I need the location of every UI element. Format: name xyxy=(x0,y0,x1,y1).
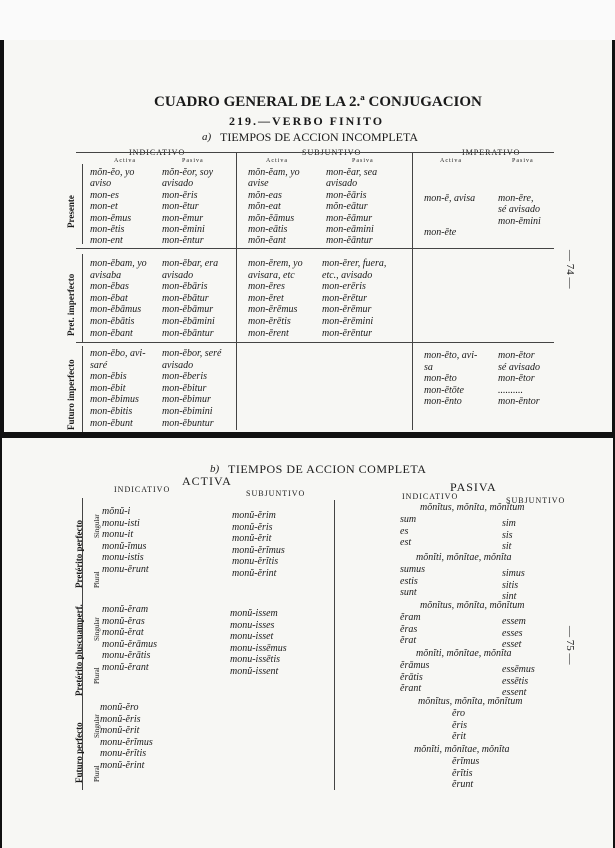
conjugation-form: monu-ĕrĭtis xyxy=(232,556,279,568)
conjugation-form: monŭ-ĕras xyxy=(102,615,145,627)
conjugation-form: monŭ-ĕrāmus xyxy=(102,638,157,650)
conjugation-form: monu-ĕrātis xyxy=(102,650,151,662)
conjugation-form: mon-ēbat xyxy=(90,292,128,304)
section-title: TIEMPOS DE ACCION INCOMPLETA xyxy=(220,130,419,144)
conjugation-form: mon-ēris xyxy=(162,189,198,201)
row-label-preterito-perfecto: Pretérito perfecto xyxy=(74,519,84,588)
col-subjuntivo: SUBJUNTIVO xyxy=(246,489,306,498)
conjugation-form: monu-it xyxy=(102,529,134,541)
conjugation-form: essem xyxy=(502,616,526,627)
conjugation-form: sitis xyxy=(502,579,519,591)
conjugation-form: mon-ēbimur xyxy=(162,394,211,406)
col-indicativo: INDICATIVO xyxy=(402,492,459,501)
conjugation-form: monŭ-ĕro xyxy=(100,702,139,713)
conjugation-form: mŏn-ĕant xyxy=(248,235,286,247)
conjugation-form: sum xyxy=(400,514,417,525)
page-75 xyxy=(2,438,613,848)
column-rule xyxy=(334,500,335,790)
section-title: TIEMPOS DE ACCION COMPLETA xyxy=(228,462,427,476)
conjugation-form: mon-ētōte xyxy=(424,384,464,396)
conjugation-form: mon-ētor xyxy=(498,373,535,385)
conjugation-form: mon-ērētur xyxy=(322,292,367,304)
conjugation-form: mon-ērent xyxy=(248,327,289,339)
conjugation-form: mon-ērēntur xyxy=(322,327,372,339)
conjugation-form: sé avisado xyxy=(498,361,540,373)
conjugation-form: ĕrat xyxy=(400,635,417,646)
conjugation-form: mon-ēres xyxy=(248,281,285,293)
conjugation-form: mon-ēbam, yo xyxy=(90,258,147,269)
conjugation-form: ĕrātis xyxy=(400,671,423,683)
conjugation-form: mon-ĕar, sea xyxy=(326,167,378,178)
row-label-futuro-imperfecto: Futuro imperfecto xyxy=(66,359,76,430)
conjugation-form: mon-ēbāmini xyxy=(162,316,215,327)
label-singular: Singular xyxy=(93,714,101,738)
conjugation-form: mon-ēbāmus xyxy=(90,304,142,316)
conjugation-form: mon-es xyxy=(90,189,119,201)
conjugation-form: sim xyxy=(502,518,516,529)
page-title: CUADRO GENERAL DE LA 2.ª CONJUGACION xyxy=(154,94,482,110)
label-singular: Singular xyxy=(93,514,101,538)
conjugation-form: monŭ-ĕris xyxy=(100,713,141,725)
conjugation-form: mon-ēbātur xyxy=(162,292,209,304)
conjugation-form: essētis xyxy=(502,675,529,687)
conjugation-form: ĕrāmus xyxy=(400,660,430,671)
conjugation-form: mon-ēbāntur xyxy=(162,327,214,339)
conjugation-form: monu-ĕrĭmus xyxy=(100,736,153,748)
conjugation-form: monŭ-ĕrant xyxy=(102,662,149,673)
conjugation-form: ĕrunt xyxy=(452,779,474,790)
conjugation-form: mon-ēret xyxy=(248,292,284,304)
subtitle: 219.—VERBO FINITO xyxy=(229,114,385,128)
conjugation-form: mon-ĕāmur xyxy=(326,212,373,224)
conjugation-form: monŭ-ĕrint xyxy=(100,760,145,771)
conjugation-form: mon-ent xyxy=(90,235,123,247)
conjugation-form: ĕrant xyxy=(400,683,422,694)
conjugation-form: esses xyxy=(502,627,523,639)
conjugation-form: monu-isses xyxy=(230,619,275,631)
conjugation-form: monu-ērunt xyxy=(102,564,149,575)
conjugation-form: mon-ērer, fuera, xyxy=(322,258,387,269)
conjugation-form: avisado xyxy=(326,178,358,190)
section-letter: b) xyxy=(210,463,220,475)
row-rule xyxy=(76,248,554,249)
conjugation-form: mŏn-ĕor, soy xyxy=(162,167,214,178)
conjugation-form: avisado xyxy=(162,269,194,281)
conjugation-form: mon-et xyxy=(90,201,118,213)
conjugation-form: mon-ēto, avi- xyxy=(424,350,478,361)
page-number: — 75 — xyxy=(564,626,576,665)
conjugation-form: mon-ētor xyxy=(498,350,535,361)
conjugation-form: mon-ĕāris xyxy=(326,189,367,201)
conjugation-form: mon-ēbāris xyxy=(162,281,208,293)
conjugation-form: mon-ĕntur xyxy=(162,235,204,247)
conjugation-form: mon-ēbis xyxy=(90,371,127,383)
book-top-edge xyxy=(0,0,615,40)
row-bracket xyxy=(82,164,83,244)
conjugation-form: mon-ēbitis xyxy=(90,406,133,417)
conjugation-form: avisado xyxy=(162,359,194,371)
label-pasiva: Pasiva xyxy=(182,158,204,164)
conjugation-form: monu-istis xyxy=(102,552,144,564)
conjugation-form: mon-ērēmus xyxy=(248,304,298,316)
conjugation-form: monŭ-ĕrim xyxy=(232,510,276,521)
conjugation-form: mŏn-ĕāmus xyxy=(248,212,295,224)
conjugation-form: .......... xyxy=(498,384,523,396)
conjugation-form: mon-ēbor, seré xyxy=(162,348,222,359)
conjugation-form: monŭ-ĕrit xyxy=(232,533,272,545)
conjugation-form: etc., avisado xyxy=(322,269,373,281)
conjugation-form: mon-ēbimini xyxy=(162,406,213,417)
conjugation-form: ĕras xyxy=(400,623,418,635)
row-label-presente: Presente xyxy=(66,195,76,228)
conjugation-form: ĕro xyxy=(452,708,465,719)
participle-heading: mŏnĭtus, mŏnĭta, mŏnĭtum xyxy=(420,600,525,611)
conjugation-form: mon-ērēmini xyxy=(322,316,374,327)
participle-heading: mŏnĭti, mŏnĭtae, mŏnĭta xyxy=(414,744,510,755)
conjugation-form: mon-ēte xyxy=(424,227,457,238)
conjugation-form: mon-ēbimus xyxy=(90,394,139,406)
conjugation-form: simus xyxy=(502,568,525,579)
conjugation-form: monu-isti xyxy=(102,517,140,529)
heading-pasiva: PASIVA xyxy=(450,480,497,494)
conjugation-form: mon-ēbant xyxy=(90,327,133,339)
participle-heading: mŏnĭtus, mŏnĭta, mŏnĭtum xyxy=(418,696,523,707)
conjugation-form: monŭ-ĕram xyxy=(102,604,149,615)
conjugation-form: mon-ēre, xyxy=(498,193,534,204)
col-subjuntivo: SUBJUNTIVO xyxy=(506,496,566,505)
conjugation-form: aviso xyxy=(90,178,112,190)
label-plural: Plural xyxy=(93,667,101,684)
conjugation-form: ĕrit xyxy=(452,731,466,742)
conjugation-form: monŭ-ĕrat xyxy=(102,627,144,639)
conjugation-form: mon-ēbitur xyxy=(162,382,207,394)
conjugation-form: mŏn-eat xyxy=(248,201,281,213)
heading-activa: ACTIVA xyxy=(182,474,232,488)
conjugation-form: mon-ēmus xyxy=(90,212,132,224)
conjugation-form: mŏn-ĕo, yo xyxy=(90,167,135,178)
label-plural: Plural xyxy=(93,571,101,588)
row-bracket xyxy=(82,346,83,432)
section-letter: a) xyxy=(202,131,212,143)
conjugation-form: mon-ērētis xyxy=(248,316,291,327)
participle-heading: mŏnĭti, mŏnĭtae, mŏnĭta xyxy=(416,648,512,659)
conjugation-form: mon-erēris xyxy=(322,281,366,293)
conjugation-form: avisara, etc xyxy=(248,269,295,281)
conjugation-form: monŭ-ĕrit xyxy=(100,725,140,737)
conjugation-form: sit xyxy=(502,541,512,552)
conjugation-form: mon-ēbas xyxy=(90,281,129,293)
conjugation-form: monŭ-issent xyxy=(230,666,279,677)
conjugation-form: mon-ēbāmur xyxy=(162,304,214,316)
conjugation-form: mon-ēberis xyxy=(162,371,207,383)
participle-heading: mŏnĭti, mŏnĭtae, mŏnĭta xyxy=(416,552,512,563)
conjugation-form: mŏnŭ-i xyxy=(102,506,131,517)
label-activa: Activa xyxy=(266,158,288,164)
conjugation-form: essent xyxy=(502,687,527,698)
conjugation-form: mon-ēbunt xyxy=(90,417,133,429)
conjugation-form: monŭ-ĕris xyxy=(232,521,273,533)
page-74 xyxy=(4,40,612,432)
conjugation-form: monŭ-ĕrĭmus xyxy=(232,544,285,556)
conjugation-form: ĕris xyxy=(452,719,467,731)
label-pasiva: Pasiva xyxy=(512,158,534,164)
conjugation-form: mon-ēnto xyxy=(424,396,462,408)
label-plural: Plural xyxy=(93,765,101,782)
conjugation-form: mon-ēbar, era xyxy=(162,258,219,269)
conjugation-form: avisaba xyxy=(90,269,122,281)
conjugation-form: esset xyxy=(502,639,522,650)
conjugation-form: estis xyxy=(400,575,418,587)
conjugation-form: mŏn-eas xyxy=(248,189,282,201)
header-rule xyxy=(76,152,554,153)
conjugation-form: mon-ĕāntur xyxy=(326,235,373,247)
participle-heading: mŏnĭtus, mŏnĭta, mŏnĭtum xyxy=(420,502,525,513)
conjugation-form: monŭ-ĭmus xyxy=(102,540,147,552)
conjugation-form: mon-ēmur xyxy=(162,212,204,224)
conjugation-form: es xyxy=(400,525,409,537)
conjugation-form: mon-ēmini xyxy=(498,215,541,227)
conjugation-form: mon-ētur xyxy=(162,201,199,213)
conjugation-form: mon-ēntor xyxy=(498,396,540,408)
row-label-futuro-perfecto: Futuro perfecto xyxy=(74,722,84,783)
conjugation-form: sumus xyxy=(400,564,426,575)
label-pasiva: Pasiva xyxy=(352,158,374,164)
column-rule xyxy=(412,152,413,430)
conjugation-form: mon-ēmini xyxy=(162,224,205,235)
conjugation-form: mon-ēto xyxy=(424,373,457,385)
conjugation-form: mon-ētis xyxy=(90,224,125,235)
conjugation-form: monu-isset xyxy=(230,631,274,643)
conjugation-form: mon-ēbātis xyxy=(90,316,135,327)
row-label-pret-imperfecto: Pret. imperfecto xyxy=(66,273,76,336)
conjugation-form: mŏn-ĕam, yo xyxy=(248,167,300,178)
conjugation-form: monu-issētis xyxy=(230,654,280,666)
conjugation-form: mon-ērēmur xyxy=(322,304,372,316)
page-number: — 74 — xyxy=(564,250,576,289)
col-indicativo: INDICATIVO xyxy=(114,485,171,494)
conjugation-form: sis xyxy=(502,529,513,541)
column-rule xyxy=(236,152,237,430)
conjugation-form: mon-ērem, yo xyxy=(248,258,303,269)
conjugation-form: sunt xyxy=(400,587,417,598)
row-rule xyxy=(76,342,554,343)
conjugation-form: avise xyxy=(248,178,269,190)
conjugation-form: monŭ-issem xyxy=(230,608,278,619)
conjugation-form: mon-ēbit xyxy=(90,382,126,394)
conjugation-form: mon-ēbo, avi- xyxy=(90,348,146,359)
conjugation-form: ĕrĭmus xyxy=(452,756,480,767)
conjugation-form: sa xyxy=(424,361,433,373)
conjugation-form: saré xyxy=(90,359,108,371)
conjugation-form: ĕram xyxy=(400,612,421,623)
conjugation-form: ĕrĭtis xyxy=(452,767,473,779)
conjugation-form: monu-issēmus xyxy=(230,642,287,654)
conjugation-form: mon-eāmini xyxy=(326,224,374,235)
conjugation-form: mon-eātis xyxy=(248,224,288,235)
conjugation-form: sint xyxy=(502,591,517,602)
conjugation-form: mon-ēbuntur xyxy=(162,417,214,429)
row-label-preterito-pluscuamperfecto: Pretérito pluscuamperf. xyxy=(74,604,84,696)
row-bracket xyxy=(82,254,83,342)
label-activa: Activa xyxy=(440,158,462,164)
conjugation-form: avisado xyxy=(162,178,194,190)
conjugation-form: mŏn-eātur xyxy=(326,201,368,213)
conjugation-form: essēmus xyxy=(502,664,535,675)
conjugation-form: monu-ĕrĭtis xyxy=(100,748,147,760)
conjugation-form: mon-ē, avisa xyxy=(424,193,476,204)
conjugation-form: monŭ-ĕrint xyxy=(232,568,277,579)
label-activa: Activa xyxy=(114,158,136,164)
label-singular: Singular xyxy=(93,617,101,641)
conjugation-form: est xyxy=(400,537,412,548)
conjugation-form: sé avisado xyxy=(498,204,540,216)
